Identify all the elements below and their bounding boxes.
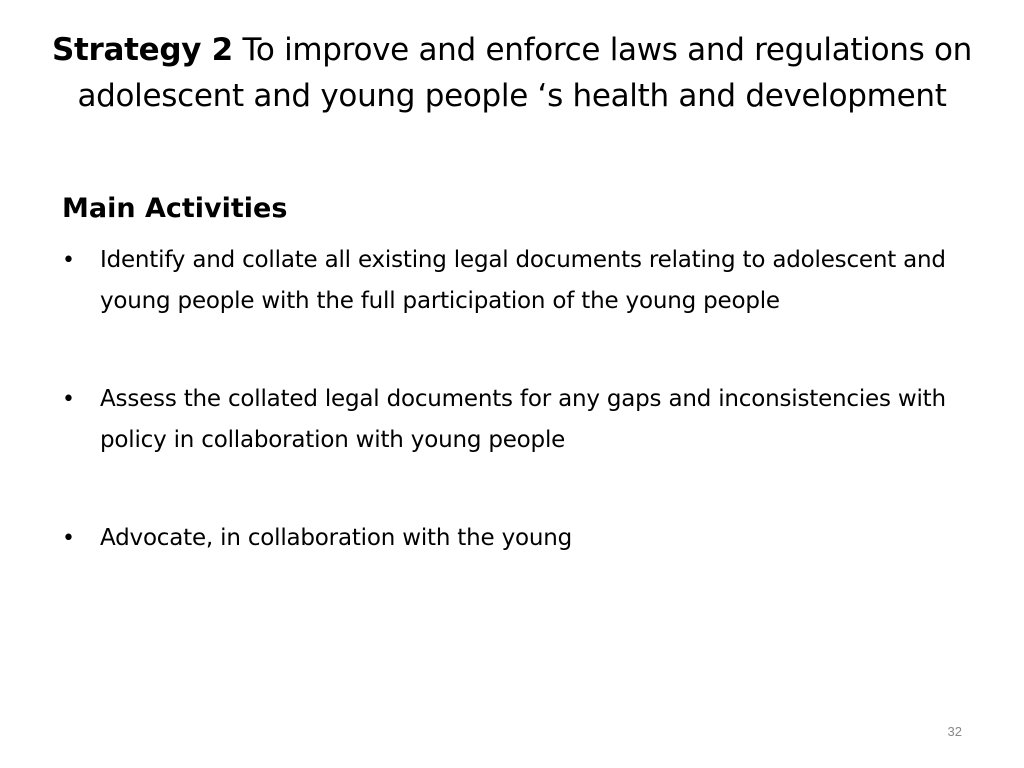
bullet-icon: • [62, 248, 75, 273]
strategy-label: Strategy 2 [51, 32, 233, 68]
bullet-icon: • [62, 387, 75, 412]
activity-text: Advocate, in collaboration with the young [100, 525, 573, 551]
slide-body [62, 186, 972, 559]
activities-list [62, 240, 972, 559]
page-number: 32 [947, 724, 962, 739]
slide-title [50, 27, 974, 119]
activity-text: Assess the collated legal documents for any gaps and inconsistencies with policy in collaboration with young people [100, 386, 946, 453]
bullet-icon: • [62, 526, 75, 551]
strategy-description: To improve and enforce laws and regulations on adolescent and young people ‘s health and development [77, 32, 973, 114]
main-activities-heading: Main Activities [62, 193, 288, 224]
activity-item [62, 240, 972, 322]
activity-item [62, 518, 972, 559]
activity-item [62, 379, 972, 461]
activity-text: Identify and collate all existing legal documents relating to adolescent and young people with the full participation of the young people [100, 247, 946, 314]
